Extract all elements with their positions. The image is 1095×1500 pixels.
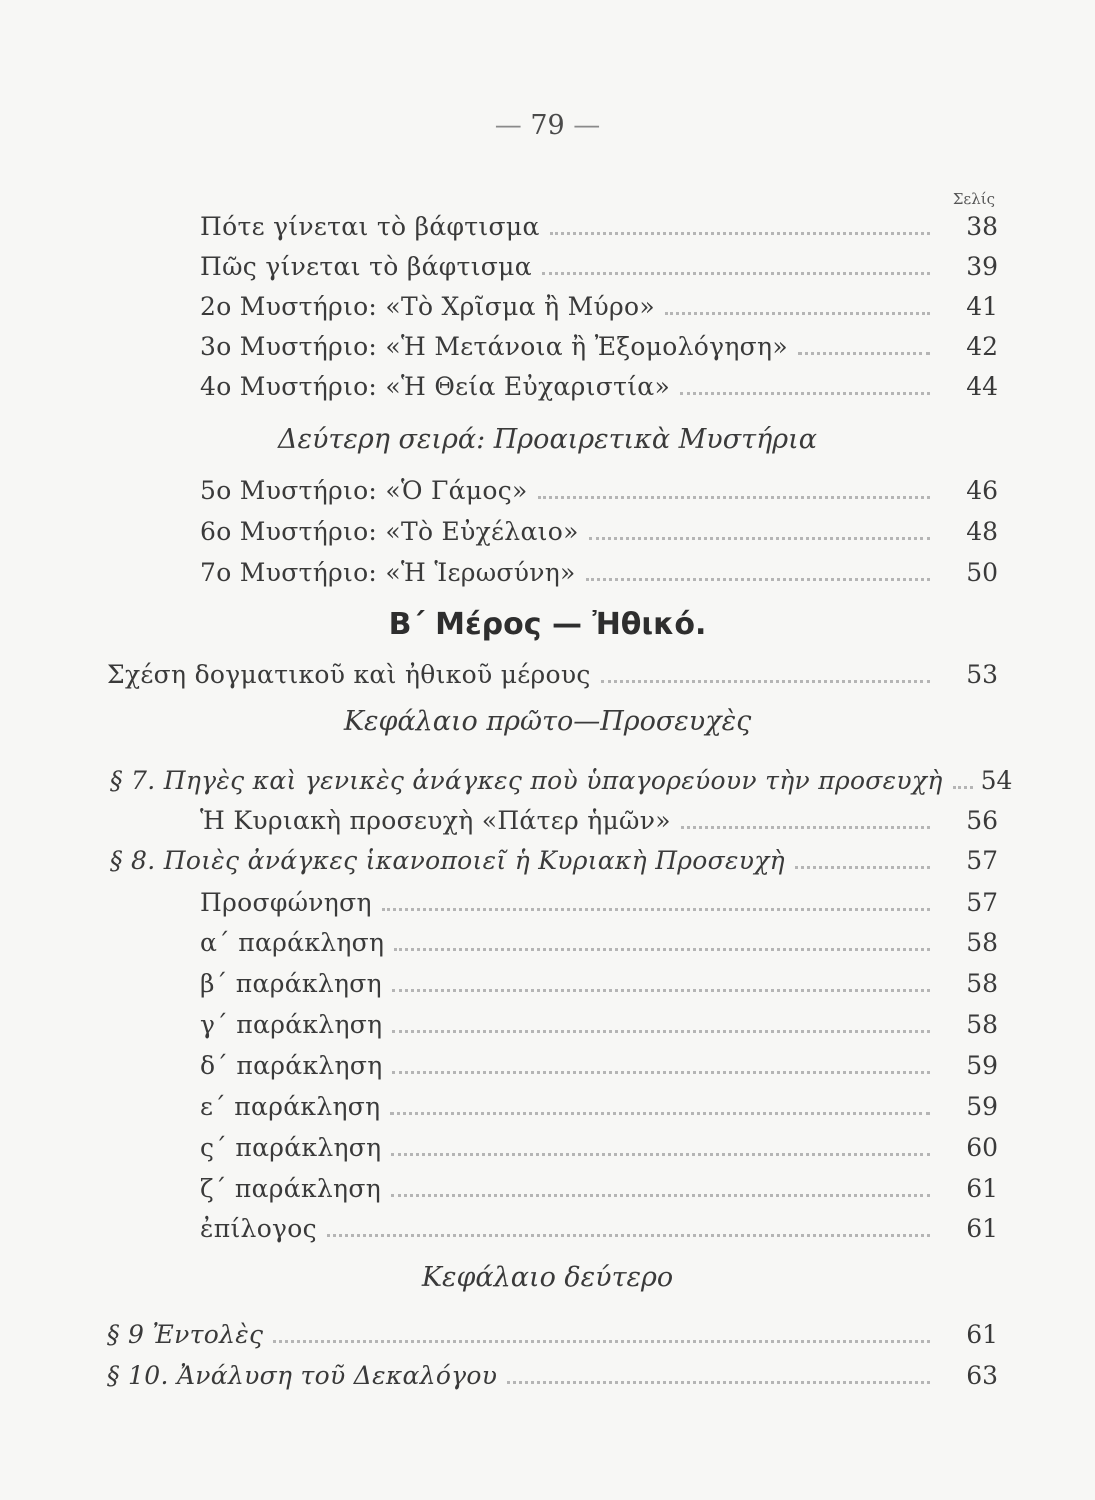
toc-entry-title: Σχέση δογματικοῦ καὶ ἠθικοῦ μέρους (107, 660, 591, 689)
chapter-one-heading: Κεφάλαιο πρῶτο—Προσευχὲς (343, 706, 752, 737)
toc-entry-page: 63 (966, 1361, 998, 1390)
toc-entry[interactable] (0, 1214, 1095, 1254)
toc-entry-page: 46 (966, 476, 998, 505)
toc-entry-title: 3ο Μυστήριο: «Ἡ Μετάνοια ἢ Ἐξομολόγηση» (200, 332, 788, 361)
toc-entry-page: 58 (966, 969, 998, 998)
toc-entry-page: 58 (966, 928, 998, 957)
dot-leader (392, 1030, 930, 1033)
toc-entry-title: γ΄ παράκληση (200, 1010, 383, 1039)
toc-entry[interactable] (0, 1174, 1095, 1214)
toc-entry-page: 61 (966, 1320, 998, 1349)
toc-entry-title: 7ο Μυστήριο: «Ἡ Ἱερωσύνη» (200, 558, 576, 587)
toc-entry[interactable] (0, 558, 1095, 598)
toc-entry-page: 39 (966, 252, 998, 281)
toc-entry-page: 61 (966, 1214, 998, 1243)
toc-entry-title: 6ο Μυστήριο: «Τὸ Εὐχέλαιο» (200, 517, 579, 546)
toc-entry[interactable] (0, 212, 1095, 252)
toc-entry-page: 61 (966, 1174, 998, 1203)
toc-entry[interactable] (0, 1010, 1095, 1050)
toc-entry-page: 38 (966, 212, 998, 241)
toc-entry[interactable] (0, 332, 1095, 372)
toc-entry-title: 4ο Μυστήριο: «Ἡ Θεία Εὐχαριστία» (200, 372, 671, 401)
dot-leader (953, 786, 973, 789)
toc-entry-page: 50 (966, 558, 998, 587)
dot-leader (681, 826, 930, 829)
toc-entry[interactable] (0, 1092, 1095, 1132)
toc-entry-page: 48 (966, 517, 998, 546)
toc-entry-title: Πότε γίνεται τὸ βάφτισμα (200, 212, 540, 241)
toc-entry-title: ς΄ παράκληση (200, 1133, 382, 1162)
dot-leader (550, 232, 930, 235)
dot-leader (680, 392, 930, 395)
toc-entry-title: § 10. Ἀνάλυση τοῦ Δεκαλόγου (107, 1361, 498, 1390)
dot-leader (795, 866, 930, 869)
toc-entry-title: 5ο Μυστήριο: «Ὁ Γάμος» (200, 476, 528, 505)
toc-entry-title: α΄ παράκληση (200, 928, 385, 957)
toc-entry-title: β΄ παράκληση (200, 969, 382, 998)
toc-entry-title: δ΄ παράκληση (200, 1051, 383, 1080)
toc-entry[interactable] (0, 660, 1095, 700)
dot-leader (392, 989, 930, 992)
toc-entry[interactable] (0, 1361, 1095, 1401)
dot-leader (589, 537, 930, 540)
dot-leader (601, 680, 930, 683)
toc-entry[interactable] (0, 1051, 1095, 1091)
toc-entry[interactable] (0, 766, 1095, 806)
toc-entry[interactable] (0, 846, 1095, 886)
toc-entry-page: 59 (966, 1092, 998, 1121)
toc-entry-title: Ἡ Κυριακὴ προσευχὴ «Πάτερ ἡμῶν» (200, 806, 671, 835)
dot-leader (390, 1112, 930, 1115)
dot-leader (391, 1153, 930, 1156)
dot-leader (798, 352, 930, 355)
page-column-header: Σελίς (952, 190, 995, 208)
toc-entry-page: 58 (966, 1010, 998, 1039)
toc-entry-title: ἐπίλογος (200, 1214, 317, 1243)
dot-leader (538, 496, 930, 499)
toc-entry-page: 41 (966, 292, 998, 321)
toc-entry-title: Πῶς γίνεται τὸ βάφτισμα (200, 252, 532, 281)
toc-entry[interactable] (0, 888, 1095, 928)
toc-entry-page: 53 (966, 660, 998, 689)
dot-leader (382, 908, 930, 911)
toc-entry-page: 57 (966, 846, 998, 875)
dot-leader (391, 1194, 930, 1197)
part-b-heading: Β΄ Μέρος — Ἠθικό. (388, 607, 707, 642)
toc-entry[interactable] (0, 1133, 1095, 1173)
toc-entry[interactable] (0, 969, 1095, 1009)
toc-entry-title: § 8. Ποιὲς ἀνάγκες ἱκανοποιεῖ ἡ Κυριακὴ Προσευχὴ (110, 846, 785, 875)
dot-leader (273, 1340, 930, 1343)
dot-leader (327, 1234, 930, 1237)
toc-entry-title: § 7. Πηγὲς καὶ γενικὲς ἀνάγκες ποὺ ὑπαγορεύουν τὴν προσευχὴ (110, 766, 943, 795)
dot-leader (394, 948, 930, 951)
toc-entry-title: § 9 Ἐντολὲς (107, 1320, 264, 1349)
toc-entry-page: 57 (966, 888, 998, 917)
page-number: — 79 — (0, 110, 1095, 141)
toc-entry-title: 2ο Μυστήριο: «Τὸ Χρῖσμα ἢ Μύρο» (200, 292, 655, 321)
toc-entry-page: 60 (966, 1133, 998, 1162)
dot-leader (507, 1381, 930, 1384)
toc-entry-page: 54 (980, 766, 1013, 795)
toc-entry-page: 59 (966, 1051, 998, 1080)
toc-entry[interactable] (0, 928, 1095, 968)
toc-entry-title: ζ΄ παράκληση (200, 1174, 381, 1203)
toc-entry-title: Προσφώνηση (200, 888, 372, 917)
toc-entry[interactable] (0, 1320, 1095, 1360)
toc-entry-page: 44 (966, 372, 998, 401)
toc-entry[interactable] (0, 476, 1095, 516)
dot-leader (586, 578, 930, 581)
toc-entry-title: ε΄ παράκληση (200, 1092, 381, 1121)
dot-leader (665, 312, 930, 315)
chapter-two-heading: Κεφάλαιο δεύτερο (421, 1262, 674, 1293)
dot-leader (392, 1071, 930, 1074)
toc-entry[interactable] (0, 292, 1095, 332)
toc-entry[interactable] (0, 252, 1095, 292)
toc-entry-page: 56 (966, 806, 998, 835)
section-heading-second-series: Δεύτερη σειρά: Προαιρετικὰ Μυστήρια (278, 424, 817, 455)
toc-entry[interactable] (0, 372, 1095, 412)
toc-entry-page: 42 (966, 332, 998, 361)
dot-leader (542, 272, 930, 275)
toc-entry[interactable] (0, 517, 1095, 557)
toc-entry[interactable] (0, 806, 1095, 846)
